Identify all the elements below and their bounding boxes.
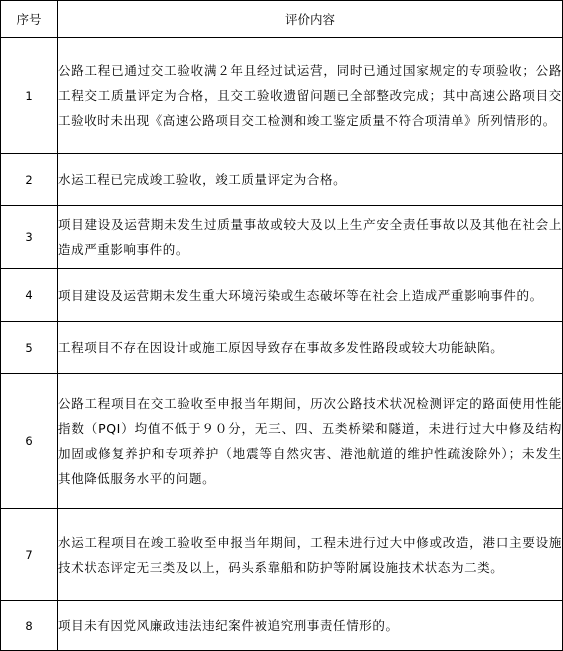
row-content: 工程项目不存在因设计或施工原因导致存在事故多发性路段或较大功能缺陷。 — [58, 322, 563, 374]
table-row — [1, 206, 563, 269]
header-content: 评价内容 — [58, 1, 563, 38]
row-content: 公路工程项目在交工验收至申报当年期间，历次公路技术状况检测评定的路面使用性能指数（PQI）均值不低于９０分，无三、四、五类桥梁和隧道，未进行过大中修及结构加固或修复养护和专项养护（地震等自然灾害、港池航道的维护性疏浚除外）；未发生其他降低服务水平的问题。 — [58, 374, 563, 509]
table-row — [1, 509, 563, 601]
row-content: 项目建设及运营期未发生过质量事故或较大及以上生产安全责任事故以及其他在社会上造成严重影响事件的。 — [58, 206, 563, 269]
row-number: 3 — [1, 206, 58, 269]
row-number: 1 — [1, 38, 58, 154]
table-row — [1, 154, 563, 206]
row-content: 项目未有因党风廉政违法违纪案件被追究刑事责任情形的。 — [58, 601, 563, 651]
row-number: 7 — [1, 509, 58, 601]
table-header-row — [1, 1, 563, 38]
row-number: 2 — [1, 154, 58, 206]
header-no: 序号 — [1, 1, 58, 38]
row-number: 6 — [1, 374, 58, 509]
row-content: 公路工程已通过交工验收满２年且经过试运营，同时已通过国家规定的专项验收；公路工程交工质量评定为合格，且交工验收遗留问题已全部整改完成；其中高速公路项目交工验收时未出现《高速公路项目交工检测和竣工鉴定质量不符合项清单》所列情形的。 — [58, 38, 563, 154]
table-row — [1, 601, 563, 651]
row-number: 4 — [1, 269, 58, 322]
row-content: 水运工程已完成竣工验收，竣工质量评定为合格。 — [58, 154, 563, 206]
row-number: 5 — [1, 322, 58, 374]
row-content: 水运工程项目在竣工验收至申报当年期间，工程未进行过大中修或改造，港口主要设施技术状态评定无三类及以上，码头系靠船和防护等附属设施技术状态为二类。 — [58, 509, 563, 601]
table-row — [1, 269, 563, 322]
table-row — [1, 38, 563, 154]
row-number: 8 — [1, 601, 58, 651]
row-content: 项目建设及运营期未发生重大环境污染或生态破坏等在社会上造成严重影响事件的。 — [58, 269, 563, 322]
table-row — [1, 374, 563, 509]
table-row — [1, 322, 563, 374]
